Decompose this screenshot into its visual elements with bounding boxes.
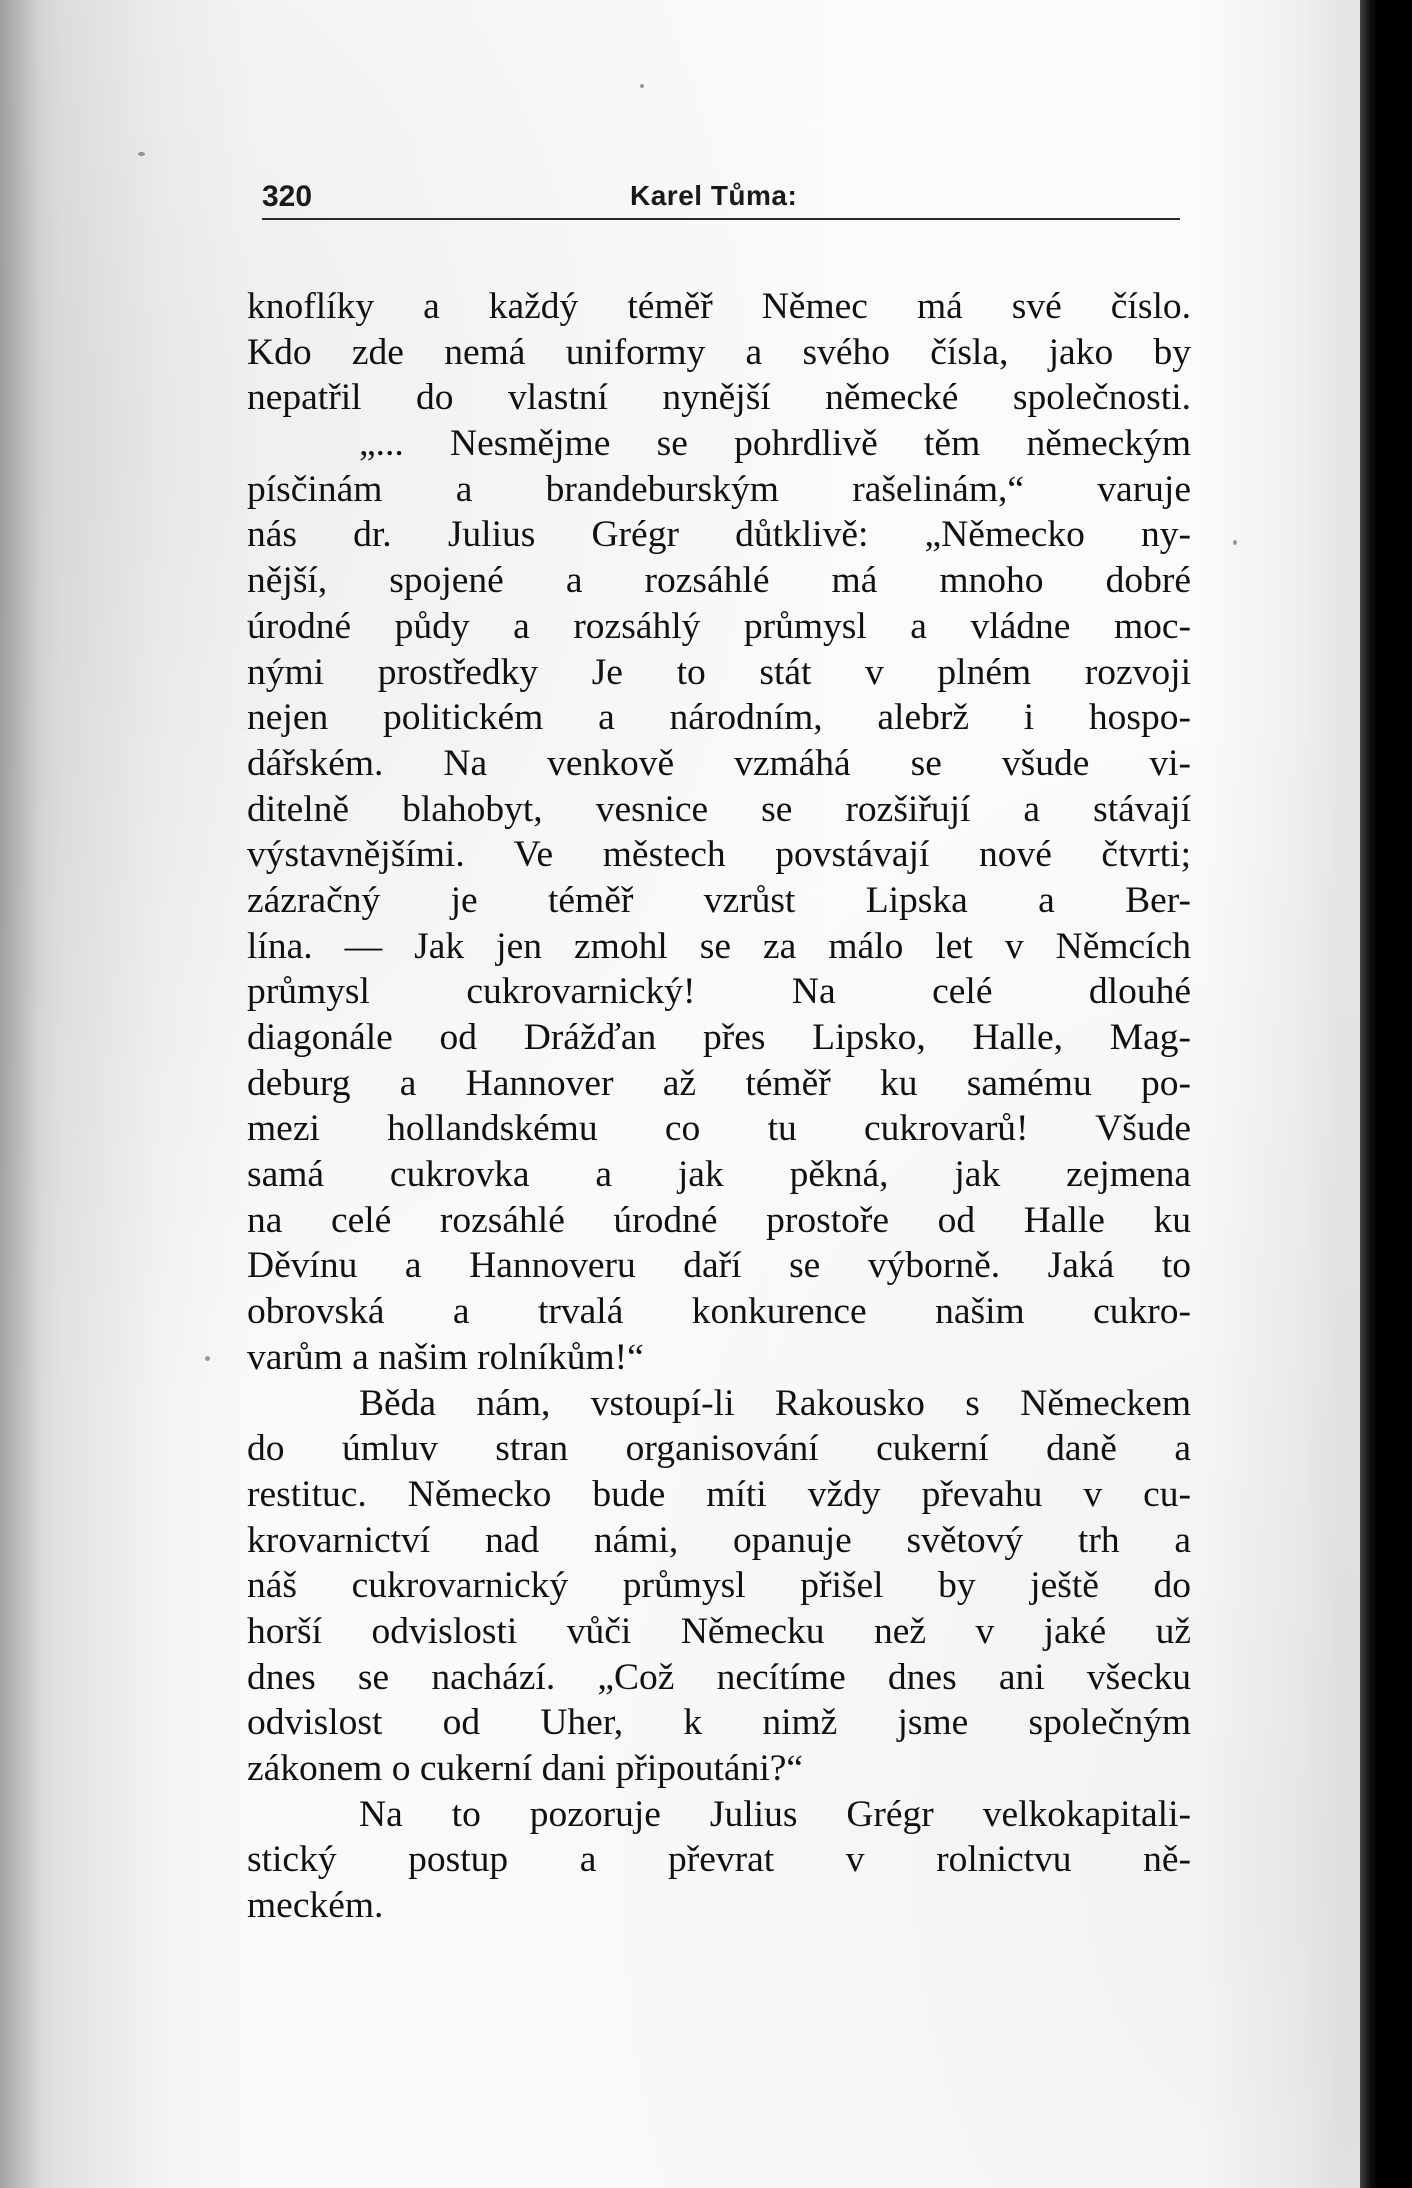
body-text (247, 284, 1191, 1929)
page-number: 320 (262, 180, 313, 213)
text-line: nepatřil do vlastní nynější německé společnosti. (247, 377, 1191, 419)
page-edge-shadow (1360, 0, 1412, 2188)
text-line: nás dr. Julius Grégr důtklivě: „Německo ny- (247, 514, 1191, 556)
text-line: Děvínu a Hannoveru daří se výborně. Jaká to (247, 1245, 1191, 1287)
text-line: meckém. (247, 1885, 384, 1927)
text-line: odvislost od Uher, k nimž jsme společným (247, 1702, 1191, 1744)
text-line: restituc. Německo bude míti vždy převahu v cu- (247, 1473, 1191, 1515)
text-line: nější, spojené a rozsáhlé má mnoho dobré (247, 560, 1191, 602)
text-line: knoflíky a každý téměř Němec má své číslo. (247, 286, 1191, 327)
text-line: výstavnějšími. Ve městech povstávají nové čtvrti; (247, 834, 1191, 876)
text-line: Kdo zde nemá uniformy a svého čísla, jako by (247, 331, 1191, 373)
paper-speck (205, 1356, 210, 1361)
text-line: diagonále od Drážďan přes Lipsko, Halle, Mag- (247, 1017, 1191, 1058)
text-line: lína. — Jak jen zmohl se za málo let v Němcích (247, 925, 1191, 967)
text-line: nými prostředky Je to stát v plném rozvoji (247, 651, 1191, 693)
text-line: ditelně blahobyt, vesnice se rozšiřují a stávají (247, 788, 1191, 830)
text-line: dnes se nachází. „Což necítíme dnes ani všecku (247, 1656, 1191, 1698)
text-line: na celé rozsáhlé úrodné prostoře od Halle ku (247, 1199, 1191, 1241)
text-line: do úmluv stran organisování cukerní daně a (247, 1428, 1191, 1470)
binding-shadow (0, 0, 40, 2188)
running-head-author: Karel Tůma: (630, 180, 798, 211)
paper-speck (138, 152, 145, 156)
running-header (262, 176, 1180, 220)
text-line: průmysl cukrovarnický! Na celé dlouhé (247, 971, 1191, 1013)
text-line: „... Nesmějme se pohrdlivě těm německým (359, 423, 1191, 465)
text-line: varům a našim rolníkům!“ (247, 1336, 644, 1378)
paper-speck (640, 84, 644, 88)
text-line: deburg a Hannover až téměř ku samému po- (247, 1062, 1191, 1104)
text-line: mezi hollandskému co tu cukrovarů! Všude (247, 1108, 1191, 1150)
text-line: zázračný je téměř vzrůst Lipska a Ber- (247, 879, 1191, 921)
text-line: úrodné půdy a rozsáhlý průmysl a vládne moc- (247, 605, 1191, 647)
text-line: zákonem o cukerní dani připoutáni?“ (247, 1748, 804, 1789)
text-line: Běda nám, vstoupí-li Rakousko s Německem (359, 1382, 1191, 1424)
text-line: dářském. Na venkově vzmáhá se všude vi- (247, 742, 1191, 784)
text-line: samá cukrovka a jak pěkná, jak zejmena (247, 1154, 1191, 1196)
text-line: krovarnictví nad námi, opanuje světový trh a (247, 1519, 1191, 1561)
paper-speck (1233, 540, 1237, 545)
text-line: Na to pozoruje Julius Grégr velkokapitali- (359, 1793, 1191, 1835)
text-line: obrovská a trvalá konkurence našim cukro- (247, 1291, 1191, 1333)
text-line: stický postup a převrat v rolnictvu ně- (247, 1839, 1191, 1881)
text-line: nejen politickém a národním, alebrž i hospo- (247, 697, 1191, 739)
text-line: horší odvislosti vůči Německu než v jaké už (247, 1610, 1191, 1652)
text-line: písčinám a brandeburským rašelinám,“ varuje (247, 468, 1191, 510)
text-line: náš cukrovarnický průmysl přišel by ještě do (247, 1565, 1191, 1607)
